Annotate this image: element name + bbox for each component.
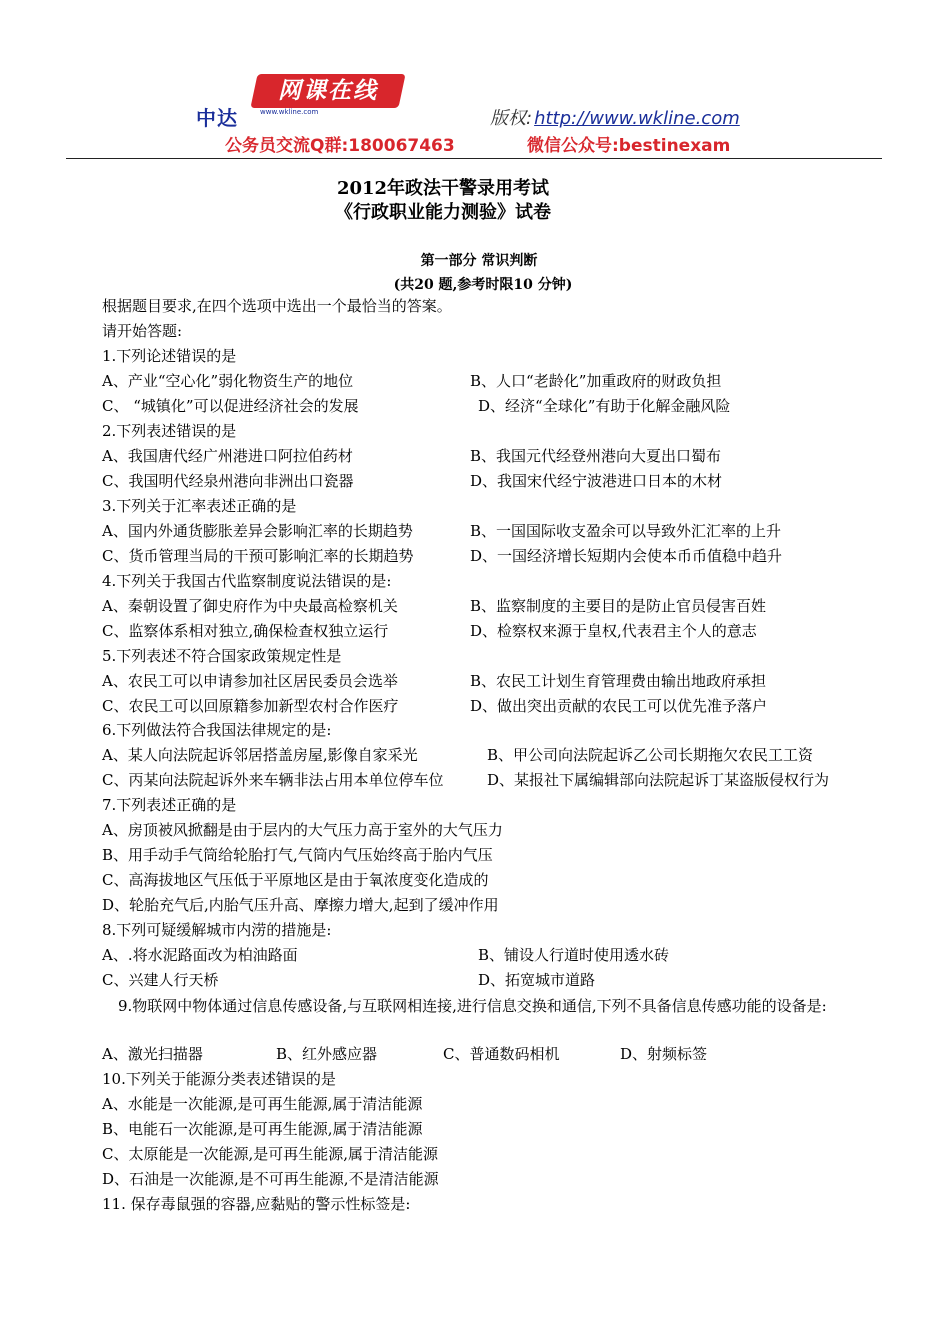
q3-option-b: B、一国国际收支盈余可以导致外汇汇率的上升: [470, 522, 782, 540]
q6-option-a: A、某人向法院起诉邻居搭盖房屋,影像自家采光: [102, 746, 418, 764]
qq-group-text: 公务员交流Q群:180067463: [225, 136, 455, 156]
q8-option-c: C、兴建人行天桥: [102, 971, 219, 989]
q8-option-d: D、拓宽城市道路: [478, 971, 596, 989]
q5-option-b: B、农民工计划生育管理费由输出地政府承担: [470, 672, 767, 690]
q3-option-d: D、一国经济增长短期内会使本币币值稳中趋升: [470, 547, 783, 565]
copyright-line: [490, 104, 740, 130]
section-note: (共20 题,参考时限10 分钟): [393, 277, 573, 293]
section-heading: 第一部分 常识判断: [420, 253, 538, 269]
q2-option-b: B、我国元代经登州港向大夏出口蜀布: [470, 447, 722, 465]
q5-option-c: C、农民工可以回原籍参加新型农村合作医疗: [102, 697, 399, 715]
logo-zd-text: 中达: [196, 106, 238, 130]
q8-option-a: A、.将水泥路面改为柏油路面: [102, 946, 298, 964]
question-2: 2.下列表述错误的是: [102, 422, 237, 440]
wechat-account-text: 微信公众号:bestinexam: [527, 136, 731, 156]
question-8: 8.下列可疑缓解城市内涝的措施是:: [102, 921, 332, 939]
q4-option-b: B、监察制度的主要目的是防止官员侵害百姓: [470, 597, 767, 615]
q3-option-c: C、货币管理当局的干预可影响汇率的长期趋势: [102, 547, 414, 565]
question-3: 3.下列关于汇率表述正确的是: [102, 497, 297, 515]
intro-text: 根据题目要求,在四个选项中选出一个最恰当的答案。: [102, 297, 452, 315]
header-divider: [66, 158, 882, 159]
q1-option-b: B、人口“老龄化”加重政府的财政负担: [470, 372, 722, 390]
q9-option-d: D、射频标签: [620, 1045, 708, 1063]
question-1: 1.下列论述错误的是: [102, 347, 237, 365]
start-text: 请开始答题:: [102, 322, 183, 340]
q7-option-a: A、房顶被风掀翻是由于层内的大气压力高于室外的大气压力: [102, 821, 503, 839]
q4-option-c: C、监察体系相对独立,确保检查权独立运行: [102, 622, 389, 640]
q6-option-c: C、丙某向法院起诉外来车辆非法占用本单位停车位: [102, 771, 444, 789]
q2-option-a: A、我国唐代经广州港进口阿拉伯药材: [102, 447, 353, 465]
q1-option-d: D、经济“全球化”有助于化解金融风险: [478, 397, 731, 415]
q4-option-a: A、秦朝设置了御史府作为中央最高检察机关: [102, 597, 398, 615]
q9-option-c: C、普通数码相机: [443, 1045, 560, 1063]
q7-option-c: C、高海拔地区气压低于平原地区是由于氧浓度变化造成的: [102, 871, 489, 889]
q7-option-d: D、轮胎充气后,内胎气压升高、摩擦力增大,起到了缓冲作用: [102, 896, 499, 914]
logo-site-url: www.wkline.com: [260, 108, 319, 116]
q6-option-b: B、甲公司向法院起诉乙公司长期拖欠农民工工资: [487, 746, 814, 764]
question-5: 5.下列表述不符合国家政策规定性是: [102, 647, 342, 665]
q6-option-d: D、某报社下属编辑部向法院起诉丁某盗版侵权行为: [487, 771, 830, 789]
logo-brand-text: 网课在线: [278, 78, 378, 104]
question-7: 7.下列表述正确的是: [102, 796, 237, 814]
q8-option-b: B、铺设人行道时使用透水砖: [478, 946, 670, 964]
q10-option-c: C、太原能是一次能源,是可再生能源,属于清洁能源: [102, 1145, 439, 1163]
q10-option-a: A、水能是一次能源,是可再生能源,属于清洁能源: [102, 1095, 423, 1113]
question-9: 9.物联网中物体通过信息传感设备,与互联网相连接,进行信息交换和通信,下列不具备信息传感功能的设备是:: [118, 997, 827, 1015]
q5-option-d: D、做出突出贡献的农民工可以优先准予落户: [470, 697, 768, 715]
copyright-label: 版权:: [490, 108, 533, 129]
q1-option-a: A、产业“空心化”弱化物资生产的地位: [102, 372, 354, 390]
question-10: 10.下列关于能源分类表述错误的是: [102, 1070, 336, 1088]
q9-option-a: A、激光扫描器: [102, 1045, 203, 1063]
q10-option-b: B、电能石一次能源,是可再生能源,属于清洁能源: [102, 1120, 423, 1138]
document-header: [0, 0, 950, 165]
question-4: 4.下列关于我国古代监察制度说法错误的是:: [102, 572, 392, 590]
site-logo: [196, 70, 421, 130]
question-11: 11. 保存毒鼠强的容器,应黏贴的警示性标签是:: [102, 1195, 411, 1213]
question-6: 6.下列做法符合我国法律规定的是:: [102, 721, 332, 739]
q5-option-a: A、农民工可以申请参加社区居民委员会选举: [102, 672, 398, 690]
logo-brand-badge: [250, 74, 405, 108]
q9-option-b: B、红外感应器: [276, 1045, 378, 1063]
doc-title-line1: 2012年政法干警录用考试: [336, 178, 550, 199]
q2-option-d: D、我国宋代经宁波港进口日本的木材: [470, 472, 723, 490]
copyright-link[interactable]: http://www.wkline.com: [534, 108, 740, 129]
q10-option-d: D、石油是一次能源,是不可再生能源,不是清洁能源: [102, 1170, 439, 1188]
q4-option-d: D、检察权来源于皇权,代表君主个人的意志: [470, 622, 757, 640]
q3-option-a: A、国内外通货膨胀差异会影响汇率的长期趋势: [102, 522, 413, 540]
q7-option-b: B、用手动手气筒给轮胎打气,气筒内气压始终高于胎内气压: [102, 846, 493, 864]
doc-title-line2: 《行政职业能力测验》试卷: [335, 202, 551, 223]
q1-option-c: C、 “城镇化”可以促进经济社会的发展: [102, 397, 359, 415]
q2-option-c: C、我国明代经泉州港向非洲出口瓷器: [102, 472, 354, 490]
